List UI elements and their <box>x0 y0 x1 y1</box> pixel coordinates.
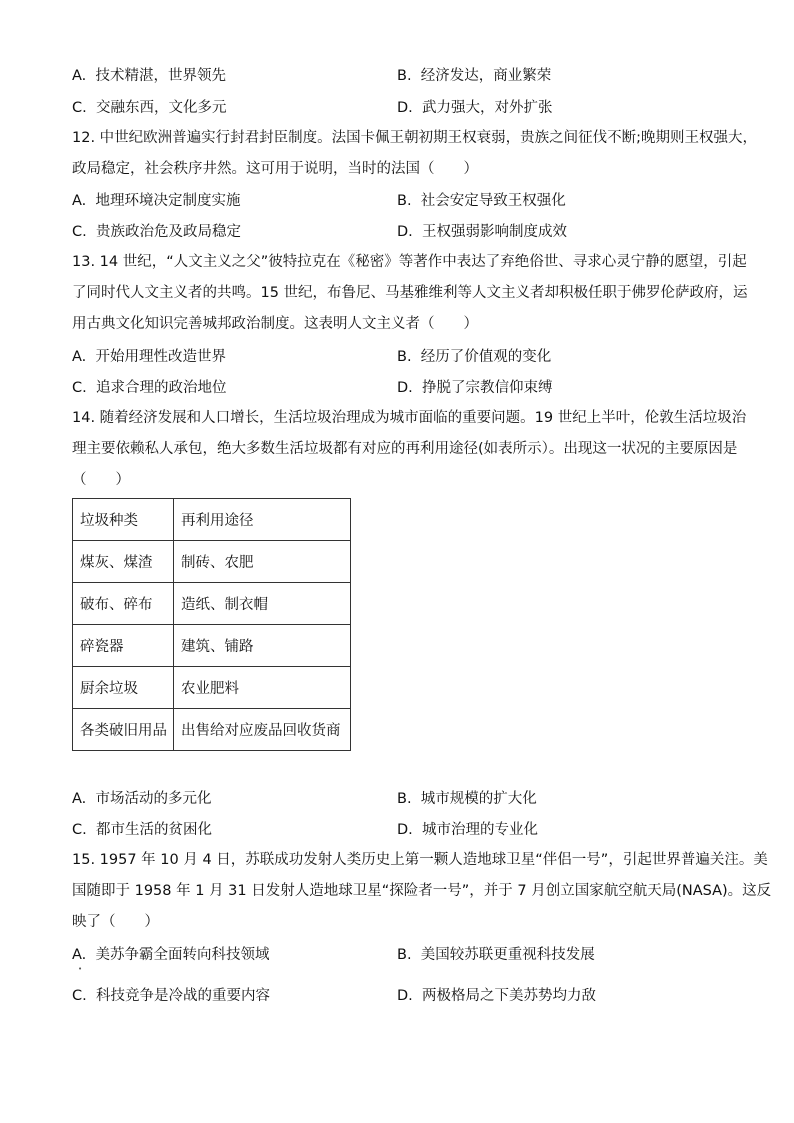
q14-options-row-1 <box>72 788 732 810</box>
q14-option-b: B. 城市规模的扩大化 <box>397 791 537 807</box>
q11-options-row-1 <box>72 65 732 87</box>
q13-stem-line: 了同时代人文主义者的共鸣。15 世纪，布鲁尼、马基雅维利等人文主义者却积极任职于佛罗伦萨政府，运 <box>72 285 748 301</box>
table-cell: 破布、碎布 <box>73 583 174 625</box>
q14-option-c: C. 都市生活的贫困化 <box>72 822 212 838</box>
q13-option-b: B. 经历了价值观的变化 <box>397 349 552 365</box>
q11-option-a: A. 技术精湛，世界领先 <box>72 68 226 84</box>
q11-option-b: B. 经济发达，商业繁荣 <box>397 68 552 84</box>
q13-options-row-2 <box>72 377 732 399</box>
q14-stem-line: 理主要依赖私人承包，绝大多数生活垃圾都有对应的再利用途径(如表所示）。出现这一状况的主要原因是 <box>72 441 738 457</box>
q15-option-b: B. 美国较苏联更重视科技发展 <box>397 947 595 963</box>
q12-stem-line: 12. 中世纪欧洲普遍实行封君封臣制度。法国卡佩王朝初期王权衰弱，贵族之间征伐不断;晚期则王权强大， <box>72 130 758 146</box>
table-header-cell: 垃圾种类 <box>73 499 174 541</box>
q15-options-row-2 <box>72 985 732 1007</box>
q12-stem <box>72 123 758 185</box>
q15-option-a: A. 美苏争霸全面转向科技领域 <box>72 947 270 963</box>
q11-option-c: C. 交融东西，文化多元 <box>72 100 227 116</box>
table-row <box>73 583 351 625</box>
q15-stem <box>72 845 772 938</box>
q13-stem-line: 13. 14 世纪，“人文主义之父”彼特拉克在《秘密》等著作中表达了弃绝俗世、寻求心灵宁静的愿望，引起 <box>72 254 747 270</box>
table-row <box>73 541 351 583</box>
stray-mark: • <box>78 965 83 973</box>
table-header-cell: 再利用途径 <box>174 499 351 541</box>
q12-option-c: C. 贵族政治危及政局稳定 <box>72 224 241 240</box>
table-cell: 出售给对应废品回收货商 <box>174 709 351 751</box>
q14-stem <box>72 403 747 496</box>
q15-stem-line: 映了（ ） <box>72 914 159 930</box>
q12-options-row-2 <box>72 221 732 243</box>
q12-option-b: B. 社会安定导致王权强化 <box>397 193 566 209</box>
q15-options-row-1 <box>72 944 732 966</box>
q11-options-row-2 <box>72 97 732 119</box>
table-cell: 碎瓷器 <box>73 625 174 667</box>
q14-option-a: A. 市场活动的多元化 <box>72 791 212 807</box>
table-row <box>73 709 351 751</box>
q12-option-a: A. 地理环境决定制度实施 <box>72 193 241 209</box>
table-cell: 建筑、铺路 <box>174 625 351 667</box>
table-cell: 农业肥料 <box>174 667 351 709</box>
q11-option-d: D. 武力强大，对外扩张 <box>397 100 553 116</box>
table-cell: 各类破旧用品 <box>73 709 174 751</box>
q14-stem-line: （ ） <box>72 472 130 488</box>
q13-stem-line: 用古典文化知识完善城邦政治制度。这表明人文主义者（ ） <box>72 316 478 332</box>
q13-option-c: C. 追求合理的政治地位 <box>72 380 227 396</box>
table-cell: 造纸、制衣帽 <box>174 583 351 625</box>
q15-stem-line: 国随即于 1958 年 1 月 31 日发射人造地球卫星“探险者一号”，并于 7 月创立国家航空航天局(NASA)。这反 <box>72 883 772 899</box>
table-header-row <box>73 499 351 541</box>
q13-option-d: D. 挣脱了宗教信仰束缚 <box>397 380 553 396</box>
table-row <box>73 667 351 709</box>
q12-options-row-1 <box>72 190 732 212</box>
q14-option-d: D. 城市治理的专业化 <box>397 822 538 838</box>
q13-options-row-1 <box>72 346 732 368</box>
q14-stem-line: 14. 随着经济发展和人口增长，生活垃圾治理成为城市面临的重要问题。19 世纪上半叶，伦敦生活垃圾治 <box>72 410 747 426</box>
q15-stem-line: 15. 1957 年 10 月 4 日，苏联成功发射人类历史上第一颗人造地球卫星“伴侣一号”，引起世界普遍关注。美 <box>72 852 768 868</box>
table-cell: 厨余垃圾 <box>73 667 174 709</box>
q14-options-row-2 <box>72 819 732 841</box>
q12-stem-line: 政局稳定，社会秩序井然。这可用于说明，当时的法国（ ） <box>72 161 478 177</box>
q12-option-d: D. 王权强弱影响制度成效 <box>397 224 567 240</box>
q15-option-c: C. 科技竞争是冷战的重要内容 <box>72 988 270 1004</box>
q13-option-a: A. 开始用理性改造世界 <box>72 349 226 365</box>
table-cell: 制砖、农肥 <box>174 541 351 583</box>
table-row <box>73 625 351 667</box>
q15-option-d: D. 两极格局之下美苏势均力敌 <box>397 988 596 1004</box>
table-cell: 煤灰、煤渣 <box>73 541 174 583</box>
waste-reuse-table <box>72 498 351 751</box>
q13-stem <box>72 247 748 340</box>
